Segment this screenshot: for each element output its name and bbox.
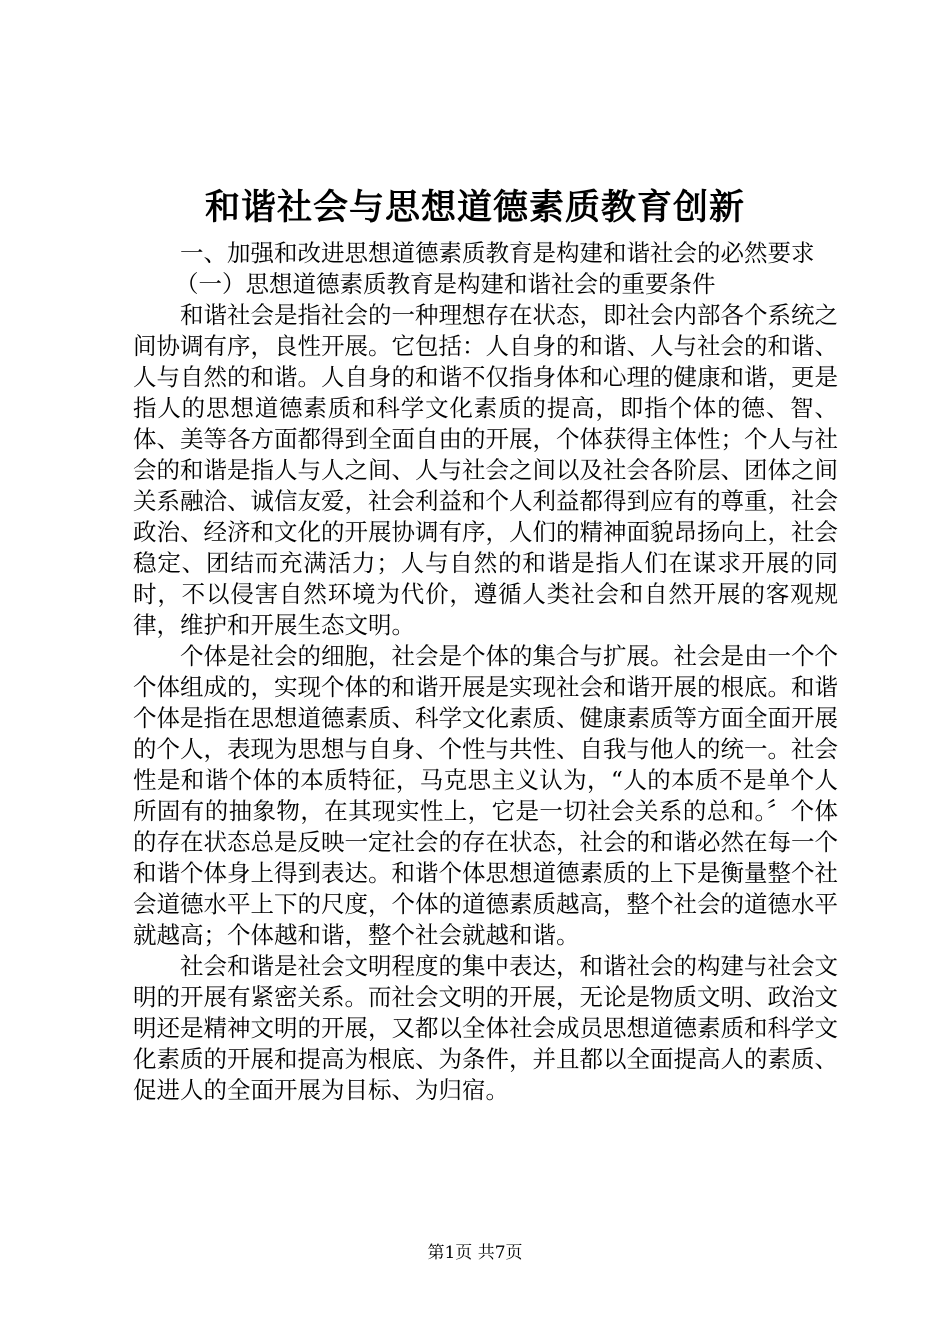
sub-heading: （一）思想道德素质教育是构建和谐社会的重要条件 — [175, 270, 716, 298]
page-footer: 第1页 共7页 — [427, 1243, 523, 1263]
section-heading: 一、加强和改进思想道德素质教育是构建和谐社会的必然要求 — [180, 239, 815, 267]
document-body — [133, 238, 838, 1106]
paragraph-3: 社会和谐是社会文明程度的集中表达，和谐社会的构建与社会文明的开展有紧密关系。而社会文明的开展，无论是物质文明、政治文明还是精神文明的开展，又都以全体社会成员思想道德素质和科学文化素质的开展和提高为根底、为条件，并且都以全面提高人的素质、促进人的全面开展为目标、为归宿。 — [133, 952, 838, 1104]
paragraph-2: 个体是社会的细胞，社会是个体的集合与扩展。社会是由一个个个体组成的，实现个体的和谐开展是实现社会和谐开展的根底。和谐个体是指在思想道德素质、科学文化素质、健康素质等方面全面开展的个人，表现为思想与自身、个性与共性、自我与他人的统一。社会性是和谐个体的本质特征，马克思主义认为，“人的本质不是单个人所固有的抽象物，在其现实性上，它是一切社会关系的总和。〞个体的存在状态总是反映一定社会的存在状态，社会的和谐必然在每一个和谐个体身上得到表达。和谐个体思想道德素质的上下是衡量整个社会道德水平上下的尺度，个体的道德素质越高，整个社会的道德水平就越高；个体越和谐，整个社会就越和谐。 — [133, 642, 838, 949]
paragraph-1: 和谐社会是指社会的一种理想存在状态，即社会内部各个系统之间协调有序，良性开展。它包括：人自身的和谐、人与社会的和谐、人与自然的和谐。人自身的和谐不仅指身体和心理的健康和谐，更是指人的思想道德素质和科学文化素质的提高，即指个体的德、智、体、美等各方面都得到全面自由的开展，个体获得主体性；个人与社会的和谐是指人与人之间、人与社会之间以及社会各阶层、团体之间关系融洽、诚信友爱，社会利益和个人利益都得到应有的尊重，社会政治、经济和文化的开展协调有序，人们的精神面貌昂扬向上，社会稳定、团结而充满活力；人与自然的和谐是指人们在谋求开展的同时，不以侵害自然环境为代价，遵循人类社会和自然开展的客观规律，维护和开展生态文明。 — [133, 301, 838, 639]
document-title: 和谐社会与思想道德素质教育创新 — [204, 187, 745, 228]
